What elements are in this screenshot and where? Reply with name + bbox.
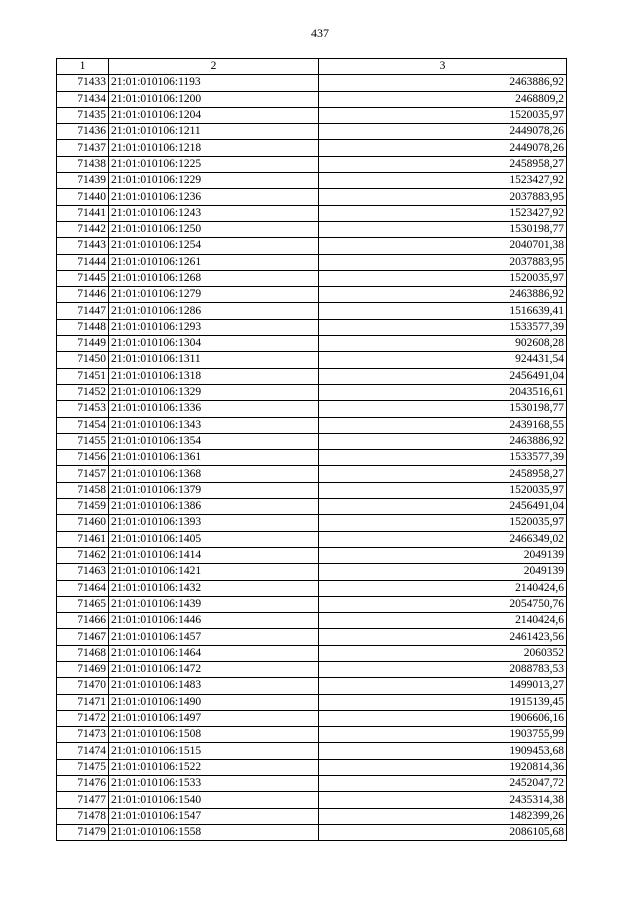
- cadastral-number-cell: 21:01:010106:1515: [109, 743, 319, 759]
- cadastral-number-cell: 21:01:010106:1211: [109, 124, 319, 140]
- cadastral-number-cell: 21:01:010106:1405: [109, 531, 319, 547]
- row-number-cell: 71462: [57, 547, 109, 563]
- cadastral-number-cell: 21:01:010106:1386: [109, 499, 319, 515]
- cadastral-value-cell: 2452047,72: [319, 776, 567, 792]
- cadastral-value-cell: 902608,28: [319, 336, 567, 352]
- cadastral-value-cell: 1915139,45: [319, 694, 567, 710]
- table-row: [57, 613, 567, 629]
- page-number: 437: [311, 26, 329, 40]
- cadastral-value-cell: 2088783,53: [319, 661, 567, 677]
- cadastral-value-cell: 2060352: [319, 645, 567, 661]
- table-row: [57, 336, 567, 352]
- table-row: [57, 173, 567, 189]
- column-header-cadastral-number: 2: [109, 59, 319, 75]
- table-row: [57, 450, 567, 466]
- cadastral-number-cell: 21:01:010106:1457: [109, 629, 319, 645]
- table-row: [57, 499, 567, 515]
- cadastral-number-cell: 21:01:010106:1236: [109, 189, 319, 205]
- cadastral-value-cell: 2037883,95: [319, 189, 567, 205]
- cadastral-value-cell: 1533577,39: [319, 450, 567, 466]
- row-number-cell: 71473: [57, 727, 109, 743]
- cadastral-number-cell: 21:01:010106:1421: [109, 564, 319, 580]
- row-number-cell: 71435: [57, 107, 109, 123]
- cadastral-value-cell: 2468809,2: [319, 91, 567, 107]
- cadastral-number-cell: 21:01:010106:1254: [109, 238, 319, 254]
- cadastral-value-cell: 2463886,92: [319, 433, 567, 449]
- cadastral-value-cell: 1520035,97: [319, 270, 567, 286]
- row-number-cell: 71466: [57, 613, 109, 629]
- cadastral-number-cell: 21:01:010106:1497: [109, 710, 319, 726]
- row-number-cell: 71438: [57, 156, 109, 172]
- cadastral-number-cell: 21:01:010106:1193: [109, 75, 319, 91]
- cadastral-value-cell: 2049139: [319, 547, 567, 563]
- cadastral-number-cell: 21:01:010106:1204: [109, 107, 319, 123]
- row-number-cell: 71459: [57, 499, 109, 515]
- table-row: [57, 270, 567, 286]
- cadastral-number-cell: 21:01:010106:1414: [109, 547, 319, 563]
- table-row: [57, 417, 567, 433]
- cadastral-value-cell: 2466349,02: [319, 531, 567, 547]
- cadastral-number-cell: 21:01:010106:1558: [109, 824, 319, 840]
- cadastral-value-cell: 2054750,76: [319, 596, 567, 612]
- table-row: [57, 238, 567, 254]
- cadastral-value-table: [56, 58, 567, 841]
- cadastral-number-cell: 21:01:010106:1279: [109, 287, 319, 303]
- row-number-cell: 71476: [57, 776, 109, 792]
- cadastral-number-cell: 21:01:010106:1368: [109, 466, 319, 482]
- row-number-cell: 71449: [57, 336, 109, 352]
- cadastral-number-cell: 21:01:010106:1379: [109, 482, 319, 498]
- cadastral-number-cell: 21:01:010106:1304: [109, 336, 319, 352]
- row-number-cell: 71454: [57, 417, 109, 433]
- cadastral-number-cell: 21:01:010106:1393: [109, 515, 319, 531]
- cadastral-number-cell: 21:01:010106:1329: [109, 384, 319, 400]
- table-row: [57, 645, 567, 661]
- table-row: [57, 433, 567, 449]
- cadastral-value-cell: 1482399,26: [319, 808, 567, 824]
- cadastral-number-cell: 21:01:010106:1508: [109, 727, 319, 743]
- table-row: [57, 189, 567, 205]
- cadastral-number-cell: 21:01:010106:1336: [109, 401, 319, 417]
- cadastral-value-cell: 1533577,39: [319, 319, 567, 335]
- table-row: [57, 694, 567, 710]
- header-row: [57, 59, 567, 75]
- table-row: [57, 384, 567, 400]
- row-number-cell: 71464: [57, 580, 109, 596]
- cadastral-value-cell: 2086105,68: [319, 824, 567, 840]
- cadastral-value-cell: 1499013,27: [319, 678, 567, 694]
- cadastral-number-cell: 21:01:010106:1218: [109, 140, 319, 156]
- row-number-cell: 71465: [57, 596, 109, 612]
- row-number-cell: 71447: [57, 303, 109, 319]
- table-row: [57, 547, 567, 563]
- row-number-cell: 71443: [57, 238, 109, 254]
- cadastral-number-cell: 21:01:010106:1200: [109, 91, 319, 107]
- column-header-value: 3: [319, 59, 567, 75]
- row-number-cell: 71433: [57, 75, 109, 91]
- table-header: [57, 59, 567, 75]
- row-number-cell: 71452: [57, 384, 109, 400]
- cadastral-number-cell: 21:01:010106:1343: [109, 417, 319, 433]
- row-number-cell: 71469: [57, 661, 109, 677]
- table-row: [57, 221, 567, 237]
- row-number-cell: 71470: [57, 678, 109, 694]
- cadastral-value-cell: 2049139: [319, 564, 567, 580]
- table-row: [57, 466, 567, 482]
- cadastral-number-cell: 21:01:010106:1472: [109, 661, 319, 677]
- cadastral-number-cell: 21:01:010106:1268: [109, 270, 319, 286]
- row-number-cell: 71448: [57, 319, 109, 335]
- cadastral-number-cell: 21:01:010106:1286: [109, 303, 319, 319]
- cadastral-number-cell: 21:01:010106:1464: [109, 645, 319, 661]
- cadastral-number-cell: 21:01:010106:1446: [109, 613, 319, 629]
- cadastral-number-cell: 21:01:010106:1354: [109, 433, 319, 449]
- cadastral-number-cell: 21:01:010106:1490: [109, 694, 319, 710]
- table-row: [57, 792, 567, 808]
- row-number-cell: 71437: [57, 140, 109, 156]
- cadastral-value-cell: 1520035,97: [319, 107, 567, 123]
- row-number-cell: 71446: [57, 287, 109, 303]
- cadastral-value-cell: 1523427,92: [319, 173, 567, 189]
- cadastral-number-cell: 21:01:010106:1250: [109, 221, 319, 237]
- row-number-cell: 71439: [57, 173, 109, 189]
- cadastral-value-cell: 2456491,04: [319, 499, 567, 515]
- row-number-cell: 71471: [57, 694, 109, 710]
- cadastral-number-cell: 21:01:010106:1547: [109, 808, 319, 824]
- table-row: [57, 743, 567, 759]
- cadastral-number-cell: 21:01:010106:1318: [109, 368, 319, 384]
- table-row: [57, 808, 567, 824]
- table-row: [57, 124, 567, 140]
- table-row: [57, 287, 567, 303]
- column-header-number: 1: [57, 59, 109, 75]
- cadastral-number-cell: 21:01:010106:1522: [109, 759, 319, 775]
- cadastral-value-cell: 2461423,56: [319, 629, 567, 645]
- cadastral-value-cell: 2463886,92: [319, 75, 567, 91]
- row-number-cell: 71478: [57, 808, 109, 824]
- table-body: [57, 75, 567, 841]
- table-row: [57, 205, 567, 221]
- row-number-cell: 71475: [57, 759, 109, 775]
- cadastral-number-cell: 21:01:010106:1439: [109, 596, 319, 612]
- cadastral-value-cell: 1520035,97: [319, 482, 567, 498]
- table-row: [57, 661, 567, 677]
- cadastral-value-cell: 2435314,38: [319, 792, 567, 808]
- table-row: [57, 319, 567, 335]
- table-row: [57, 303, 567, 319]
- cadastral-number-cell: 21:01:010106:1225: [109, 156, 319, 172]
- table-row: [57, 580, 567, 596]
- row-number-cell: 71436: [57, 124, 109, 140]
- table-row: [57, 140, 567, 156]
- cadastral-value-cell: 2140424,6: [319, 580, 567, 596]
- row-number-cell: 71445: [57, 270, 109, 286]
- table-row: [57, 156, 567, 172]
- row-number-cell: 71479: [57, 824, 109, 840]
- cadastral-value-cell: 2458958,27: [319, 466, 567, 482]
- table-row: [57, 564, 567, 580]
- row-number-cell: 71451: [57, 368, 109, 384]
- table-row: [57, 824, 567, 840]
- cadastral-number-cell: 21:01:010106:1293: [109, 319, 319, 335]
- cadastral-value-cell: 1920814,36: [319, 759, 567, 775]
- cadastral-value-cell: 2456491,04: [319, 368, 567, 384]
- table-row: [57, 107, 567, 123]
- table-row: [57, 91, 567, 107]
- table-row: [57, 596, 567, 612]
- table-row: [57, 515, 567, 531]
- row-number-cell: 71434: [57, 91, 109, 107]
- cadastral-value-cell: 1909453,68: [319, 743, 567, 759]
- cadastral-number-cell: 21:01:010106:1540: [109, 792, 319, 808]
- cadastral-number-cell: 21:01:010106:1483: [109, 678, 319, 694]
- cadastral-value-cell: 1523427,92: [319, 205, 567, 221]
- cadastral-value-cell: 1530198,77: [319, 401, 567, 417]
- row-number-cell: 71455: [57, 433, 109, 449]
- table-row: [57, 531, 567, 547]
- table-row: [57, 352, 567, 368]
- cadastral-number-cell: 21:01:010106:1243: [109, 205, 319, 221]
- row-number-cell: 71441: [57, 205, 109, 221]
- cadastral-number-cell: 21:01:010106:1311: [109, 352, 319, 368]
- cadastral-value-cell: 1516639,41: [319, 303, 567, 319]
- cadastral-value-cell: 2458958,27: [319, 156, 567, 172]
- row-number-cell: 71444: [57, 254, 109, 270]
- table-row: [57, 629, 567, 645]
- row-number-cell: 71457: [57, 466, 109, 482]
- row-number-cell: 71463: [57, 564, 109, 580]
- row-number-cell: 71450: [57, 352, 109, 368]
- table-row: [57, 368, 567, 384]
- row-number-cell: 71442: [57, 221, 109, 237]
- cadastral-value-cell: 2043516,61: [319, 384, 567, 400]
- cadastral-value-cell: 2449078,26: [319, 124, 567, 140]
- table-row: [57, 75, 567, 91]
- cadastral-value-cell: 2463886,92: [319, 287, 567, 303]
- table-row: [57, 759, 567, 775]
- row-number-cell: 71456: [57, 450, 109, 466]
- cadastral-number-cell: 21:01:010106:1361: [109, 450, 319, 466]
- cadastral-value-cell: 1906606,16: [319, 710, 567, 726]
- cadastral-value-cell: 924431,54: [319, 352, 567, 368]
- row-number-cell: 71467: [57, 629, 109, 645]
- cadastral-number-cell: 21:01:010106:1261: [109, 254, 319, 270]
- row-number-cell: 71474: [57, 743, 109, 759]
- cadastral-number-cell: 21:01:010106:1533: [109, 776, 319, 792]
- table-row: [57, 727, 567, 743]
- row-number-cell: 71440: [57, 189, 109, 205]
- cadastral-value-cell: 2439168,55: [319, 417, 567, 433]
- row-number-cell: 71453: [57, 401, 109, 417]
- table-row: [57, 254, 567, 270]
- row-number-cell: 71477: [57, 792, 109, 808]
- cadastral-value-cell: 1903755,99: [319, 727, 567, 743]
- cadastral-value-cell: 2140424,6: [319, 613, 567, 629]
- cadastral-value-cell: 1530198,77: [319, 221, 567, 237]
- cadastral-value-cell: 2037883,95: [319, 254, 567, 270]
- row-number-cell: 71458: [57, 482, 109, 498]
- row-number-cell: 71461: [57, 531, 109, 547]
- table-row: [57, 710, 567, 726]
- cadastral-number-cell: 21:01:010106:1229: [109, 173, 319, 189]
- table-row: [57, 678, 567, 694]
- row-number-cell: 71468: [57, 645, 109, 661]
- cadastral-number-cell: 21:01:010106:1432: [109, 580, 319, 596]
- cadastral-value-cell: 2449078,26: [319, 140, 567, 156]
- table-row: [57, 482, 567, 498]
- row-number-cell: 71472: [57, 710, 109, 726]
- row-number-cell: 71460: [57, 515, 109, 531]
- cadastral-value-cell: 1520035,97: [319, 515, 567, 531]
- cadastral-value-cell: 2040701,38: [319, 238, 567, 254]
- table-row: [57, 776, 567, 792]
- table-row: [57, 401, 567, 417]
